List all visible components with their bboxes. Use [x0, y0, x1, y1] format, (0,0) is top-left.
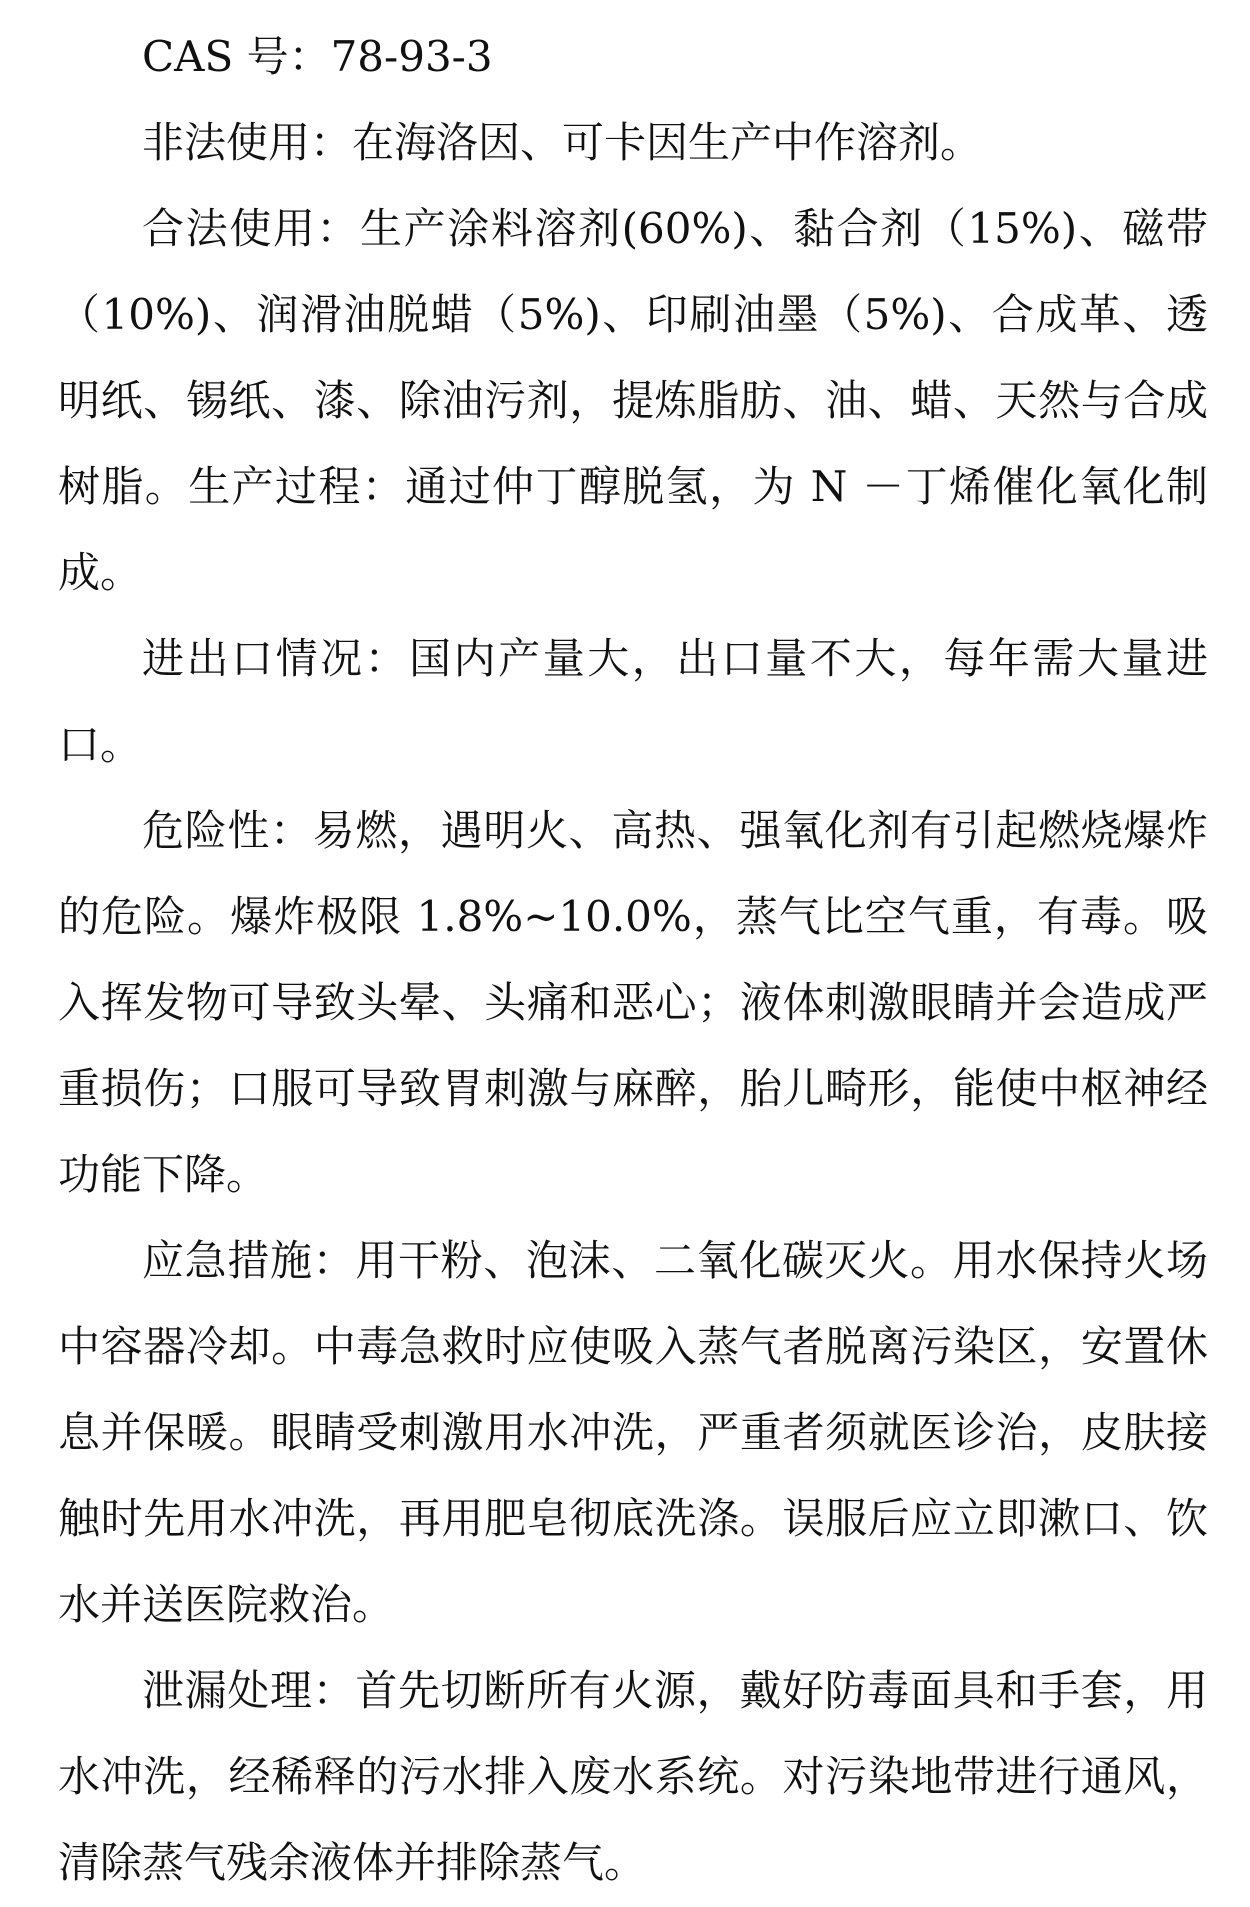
import-export-paragraph: 进出口情况：国内产量大，出口量不大，每年需大量进口。 [58, 634, 1208, 769]
illegal-use-paragraph: 非法使用：在海洛因、可卡因生产中作溶剂。 [142, 118, 983, 167]
hazard-paragraph: 危险性：易燃，遇明火、高热、强氧化剂有引起燃烧爆炸的危险。爆炸极限 1.8%~10.0%，蒸气比空气重，有毒。吸入挥发物可导致头晕、头痛和恶心；液体刺激眼睛并会造成严重损伤；口服可导致胃刺激与麻醉，胎儿畸形，能使中枢神经功能下降。 [58, 806, 1208, 1199]
legal-use-paragraph: 合法使用：生产涂料溶剂(60%)、黏合剂（15%)、磁带（10%)、润滑油脱蜡（5%)、印刷油墨（5%)、合成革、透明纸、锡纸、漆、除油污剂，提炼脂肪、油、蜡、天然与合成树脂。生产过程：通过仲丁醇脱氢，为 N －丁烯催化氧化制成。 [58, 204, 1208, 597]
document-page [58, 14, 1208, 1906]
cas-number-paragraph: CAS 号：78-93-3 [142, 32, 493, 81]
emergency-measures-paragraph: 应急措施：用干粉、泡沫、二氧化碳灭火。用水保持火场中容器冷却。中毒急救时应使吸入蒸气者脱离污染区，安置休息并保暖。眼睛受刺激用水冲洗，严重者须就医诊治，皮肤接触时先用水冲洗，再用肥皂彻底洗涤。误服后应立即漱口、饮水并送医院救治。 [58, 1236, 1208, 1629]
leak-handling-paragraph: 泄漏处理：首先切断所有火源，戴好防毒面具和手套，用水冲洗，经稀释的污水排入废水系统。对污染地带进行通风，清除蒸气残余液体并排除蒸气。 [58, 1666, 1208, 1887]
